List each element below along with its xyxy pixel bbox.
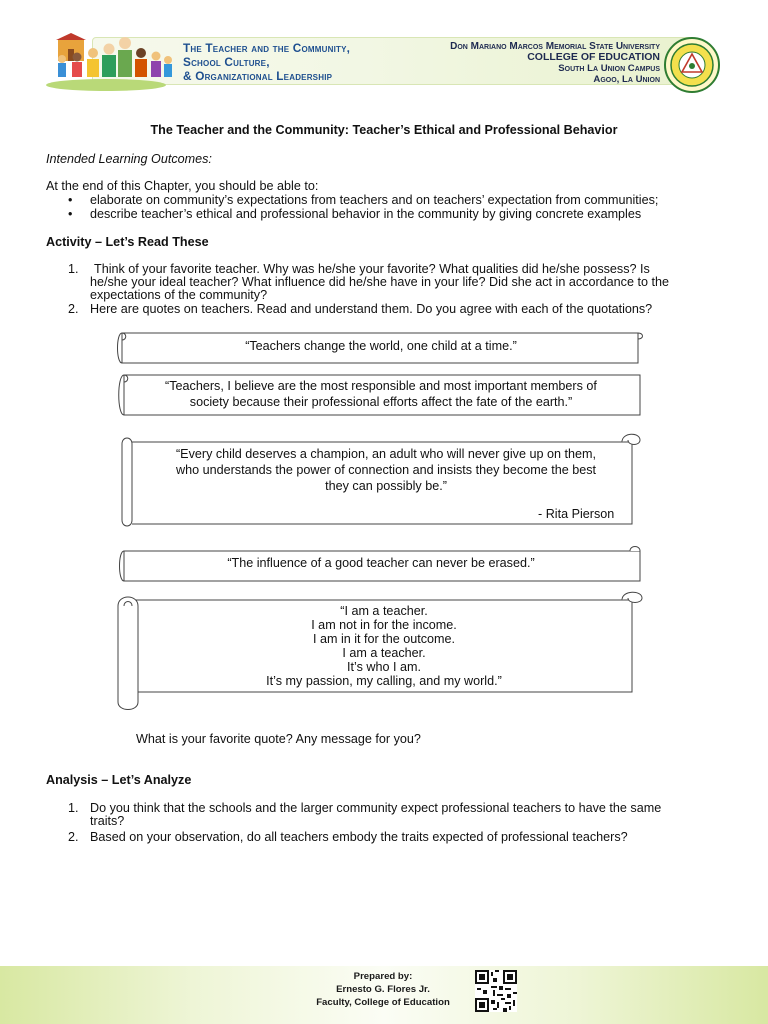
quote-scroll-2 xyxy=(118,372,644,418)
activity-heading: Activity – Let’s Read These xyxy=(46,235,209,249)
quote-scroll-3 xyxy=(118,432,644,528)
ilo-heading: Intended Learning Outcomes: xyxy=(46,152,212,166)
analysis-number-1: 1. xyxy=(68,801,79,815)
quote-5-line-2: I am not in for the income. xyxy=(311,618,457,632)
quote-scroll-1 xyxy=(118,330,644,366)
quote-5-line-1: “I am a teacher. xyxy=(340,604,428,618)
outcome-bullet-1: • xyxy=(68,193,73,207)
quote-3-line-3: they can possibly be.” xyxy=(325,479,447,493)
children-illustration-icon xyxy=(44,33,174,91)
analysis-item-1-line-1: Do you think that the schools and the larger community expect professional teachers to have the same xyxy=(90,801,662,815)
institution-block: Don Mariano Marcos Memorial State University COLLEGE OF EDUCATION South La Union Campus Agoo, La Union xyxy=(450,41,660,85)
quote-scroll-4 xyxy=(118,545,644,583)
quote-1-line-1: “Teachers change the world, one child at a time.” xyxy=(245,339,517,353)
outcome-item-2: describe teacher’s ethical and professional behavior in the community by giving concrete examples xyxy=(90,207,642,221)
page-header xyxy=(44,33,720,93)
activity-item-2: Here are quotes on teachers. Read and understand them. Do you agree with each of the quotations? xyxy=(90,302,653,316)
activity-item-1-line-1: Think of your favorite teacher. Why was he/she your favorite? What qualities did he/she possess? Is xyxy=(94,262,650,276)
quote-5-line-6: It’s my passion, my calling, and my world.” xyxy=(266,674,502,688)
course-title: The Teacher and the Community, School Culture, & Organizational Leadership xyxy=(183,41,351,83)
analysis-item-1-line-2: traits? xyxy=(90,814,125,828)
quote-2-line-1: “Teachers, I believe are the most responsible and most important members of xyxy=(165,379,597,393)
favorite-quote-question: What is your favorite quote? Any message for you? xyxy=(136,732,421,746)
activity-item-1-line-3: expectations of the community? xyxy=(90,288,268,302)
quote-3-author: - Rita Pierson xyxy=(538,507,615,521)
quote-4-line-1: “The influence of a good teacher can never be erased.” xyxy=(227,556,535,570)
page-title: The Teacher and the Community: Teacher’s Ethical and Professional Behavior xyxy=(150,123,618,137)
activity-item-1-line-2: he/she your ideal teacher? What influence did he/she have in your life? Did she act in accordance to the xyxy=(90,275,669,289)
author-role: Faculty, College of Education xyxy=(316,997,450,1008)
quote-5-line-4: I am a teacher. xyxy=(342,646,426,660)
intro-text: At the end of this Chapter, you should be able to: xyxy=(46,179,319,193)
activity-number-2: 2. xyxy=(68,302,79,316)
quote-3-line-1: “Every child deserves a champion, an adult who will never give up on them, xyxy=(175,447,596,461)
analysis-heading: Analysis – Let’s Analyze xyxy=(46,773,192,787)
qr-code-icon xyxy=(475,970,517,1012)
activity-number-1: 1. xyxy=(68,262,79,276)
outcome-item-1: elaborate on community’s expectations from teachers and on teachers’ expectation from communities; xyxy=(90,193,659,207)
analysis-number-2: 2. xyxy=(68,830,79,844)
university-seal-icon xyxy=(664,37,720,93)
quote-scroll-5 xyxy=(116,588,644,714)
prepared-by-label: Prepared by: xyxy=(353,971,413,982)
quote-5-line-5: It’s who I am. xyxy=(347,660,421,674)
quote-3-line-2: who understands the power of connection and insists they become the best xyxy=(175,463,597,477)
author-name: Ernesto G. Flores Jr. xyxy=(336,984,430,995)
quote-5-line-3: I am in it for the outcome. xyxy=(312,632,456,646)
footer-credits xyxy=(300,970,466,1009)
analysis-item-2: Based on your observation, do all teachers embody the traits expected of professional teachers? xyxy=(90,830,628,844)
outcome-bullet-2: • xyxy=(68,207,73,221)
quote-2-line-2: society because their professional efforts affect the fate of the earth.” xyxy=(189,395,573,409)
